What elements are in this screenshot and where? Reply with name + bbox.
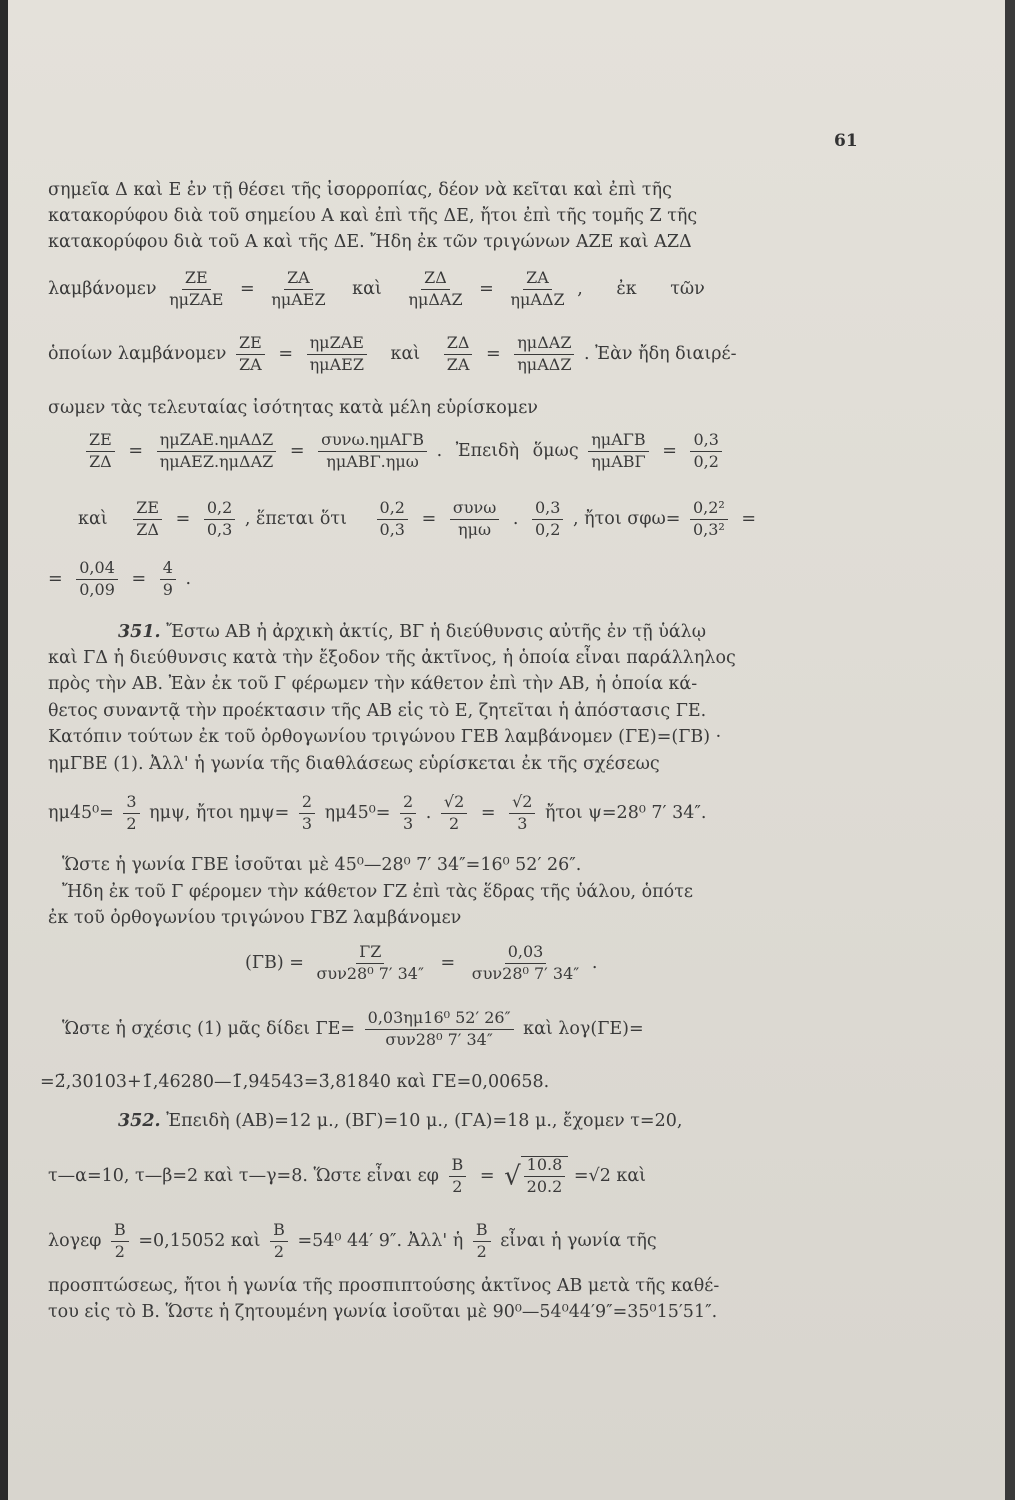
sqrt-radicand: $\frac{10.8}{20.2}$ bbox=[521, 1156, 569, 1196]
equation-text: καὶ λογ(ΓΕ)= bbox=[523, 1018, 644, 1039]
fraction: $\frac{\text{ημΑΓΒ}}{\text{ημΑΒΓ}}$ bbox=[588, 432, 648, 471]
fraction: $\frac{\Gamma Z}{\text{συν28⁰ 7′ 34″}}$ bbox=[316, 942, 424, 983]
fraction: $\frac{0,03}{\text{συν28⁰ 7′ 34″}}$ bbox=[471, 942, 580, 983]
text-line: καὶ ΓΔ ἡ διεύθυνσις κατὰ τὴν ἔξοδον τῆς ἀκτῖνος, ἡ ὁποία εἶναι παράλληλος bbox=[48, 648, 736, 668]
equation-text: =54⁰ 44′ 9″. Ἀλλ' ἡ bbox=[297, 1230, 464, 1251]
equation-text: =0,15052 καὶ bbox=[138, 1230, 261, 1251]
page-right-edge bbox=[1005, 0, 1015, 1500]
fraction: $\frac{ZE}{Z\Delta}$ bbox=[86, 432, 115, 471]
fraction: $\frac{0,3}{0,2}$ bbox=[690, 432, 721, 471]
equation-line: τ—α=10, τ—β=2 καὶ τ—γ=8. Ὥστε εἶναι εφ $\frac{B}{2}$ = √ $\frac{10.8}{20.2}$ =√2 καὶ bbox=[48, 1155, 647, 1196]
equation-line: καὶ $\frac{ZE}{Z\Delta}$ = $\frac{0,2}{0,3}$ , ἕπεται ὅτι $\frac{0,2}{0,3}$ = $\frac{\text{συνω}}{\text{ημω}}$ . $\frac{0,3}{0,2}$ , ἤτοι σφω= $\frac{\text{0,2²}}{\text{0,3²}}$ = bbox=[78, 498, 757, 539]
sqrt-symbol: √ bbox=[504, 1161, 521, 1192]
equation-text: τ—α=10, τ—β=2 καὶ τ—γ=8. Ὥστε εἶναι εφ bbox=[48, 1165, 439, 1186]
fraction: $\frac{ZE}{\text{ημΖΑΕ}}$ bbox=[169, 268, 224, 309]
equation-line: $\frac{ZE}{Z\Delta}$ = $\frac{\text{ημΖΑΕ.ημΑΔΖ}}{\text{ημΑΕΖ.ημΔΑΖ}}$ = $\frac{\text{συνω.ημΑΓΒ}}{\text{ημΑΒΓ.ημω}}$ . Ἐπειδὴ ὅμως $\frac{\text{ημΑΓΒ}}{\text{ημΑΒΓ}}$ = $\frac{0,3}{0,2}$ bbox=[82, 432, 726, 471]
text-line: σημεῖα Δ καὶ Ε ἐν τῇ θέσει τῆς ἰσορροπίας, δέον νὰ κεῖται καὶ ἐπὶ τῆς bbox=[48, 180, 672, 200]
fraction: $\frac{Z\Delta}{ZA}$ bbox=[444, 335, 473, 374]
text-line: Ὥστε ἡ γωνία ΓΒΕ ἰσοῦται μὲ 45⁰—28⁰ 7′ 34″=16⁰ 52′ 26″. bbox=[62, 855, 582, 875]
equation-text: , ἕπεται ὅτι bbox=[244, 508, 347, 529]
equation-text: καὶ bbox=[352, 278, 382, 299]
equation-text: Ὥστε ἡ σχέσις (1) μᾶς δίδει ΓΕ= bbox=[62, 1018, 356, 1039]
fraction: $\frac{B}{2}$ bbox=[111, 1222, 129, 1261]
equation-text: ἤτοι ψ=28⁰ 7′ 34″. bbox=[545, 802, 707, 823]
fraction: $\frac{Z\Delta}{\text{ημΔΑΖ}}$ bbox=[408, 268, 463, 309]
equation-text: , ἤτοι σφω= bbox=[573, 508, 681, 529]
fraction: $\frac{B}{2}$ bbox=[473, 1222, 491, 1261]
text-line: πρὸς τὴν ΑΒ. Ἐὰν ἐκ τοῦ Γ φέρωμεν τὴν κάθετον ἐπὶ τὴν ΑΒ, ἡ ὁποία κά- bbox=[48, 674, 698, 694]
section-number: 351. bbox=[118, 622, 161, 642]
equation-text: . bbox=[591, 952, 598, 973]
fraction: $\frac{2}{3}$ bbox=[400, 794, 416, 833]
text-line: ἐκ τοῦ ὀρθογωνίου τριγώνου ΓΒΖ λαμβάνομεν bbox=[48, 908, 462, 928]
fraction: $\frac{0,3}{0,2}$ bbox=[532, 500, 563, 539]
fraction: $\frac{B}{2}$ bbox=[449, 1157, 467, 1196]
fraction: $\frac{\text{ημΖΑΕ}}{\text{ημΑΕΖ}}$ bbox=[307, 335, 367, 374]
fraction: $\frac{4}{9}$ bbox=[160, 560, 176, 599]
text-line: σωμεν τὰς τελευταίας ἰσότητας κατὰ μέλη εὑρίσκομεν bbox=[48, 398, 538, 418]
equation-text: (ΓΒ) = bbox=[245, 952, 304, 973]
fraction: $\frac{\text{0,2²}}{\text{0,3²}}$ bbox=[690, 500, 728, 539]
equation-line: ημ45⁰= $\frac{3}{2}$ ημψ, ἤτοι ημψ= $\frac{2}{3}$ ημ45⁰= $\frac{2}{3}$ . $\frac{√2}{2}$ = $\frac{√2}{3}$ ἤτοι ψ=28⁰ 7′ 34″. bbox=[48, 792, 707, 833]
text-line: κατακορύφου διὰ τοῦ σημείου Α καὶ ἐπὶ τῆς ΔΕ, ἤτοι ἐπὶ τῆς τομῆς Ζ τῆς bbox=[48, 206, 698, 226]
equation-line bbox=[62, 1010, 644, 1049]
equation-line: = $\frac{0,04}{0,09}$ = $\frac{4}{9}$ . bbox=[48, 558, 192, 599]
fraction: $\frac{0,04}{0,09}$ bbox=[76, 560, 118, 599]
text-line: Κατόπιν τούτων ἐκ τοῦ ὀρθογωνίου τριγώνου ΓΕΒ λαμβάνομεν (ΓΕ)=(ΓΒ) · bbox=[48, 727, 722, 747]
equation-text: =√2 καὶ bbox=[573, 1165, 647, 1186]
equation-line: ὁποίων λαμβάνομεν $\frac{ZE}{ZA}$ = $\frac{\text{ημΖΑΕ}}{\text{ημΑΕΖ}}$ καὶ $\frac{Z\Delta}{ZA}$ = $\frac{\text{ημΔΑΖ}}{\text{ημΑΔΖ}}$ . Ἐὰν ἤδη διαιρέ- bbox=[48, 333, 737, 374]
text-line bbox=[118, 1113, 682, 1131]
text-line: προσπτώσεως, ἤτοι ἡ γωνία τῆς προσπιπτούσης ἀκτῖνος ΑΒ μετὰ τῆς καθέ- bbox=[48, 1276, 720, 1296]
equation-line bbox=[48, 1222, 657, 1261]
fraction: $\frac{ZA}{\text{ημΑΕΖ}}$ bbox=[271, 268, 326, 309]
equation-text: ημ45⁰= bbox=[48, 802, 114, 823]
fraction: $\frac{\text{0,03ημ16⁰ 52′ 26″}}{\text{συν28⁰ 7′ 34″}}$ bbox=[365, 1010, 514, 1049]
text-line-content: Ἔστω ΑΒ ἡ ἀρχικὴ ἀκτίς, ΒΓ ἡ διεύθυνσις αὐτῆς ἐν τῇ ὑάλῳ bbox=[166, 622, 707, 642]
fraction: $\frac{\text{ημΔΑΖ}}{\text{ημΑΔΖ}}$ bbox=[514, 335, 574, 374]
equation-text: ημ45⁰= bbox=[324, 802, 391, 823]
text-line bbox=[118, 624, 706, 642]
fraction: $\frac{3}{2}$ bbox=[123, 794, 139, 833]
fraction: $\frac{\text{συνω}}{\text{ημω}}$ bbox=[450, 500, 499, 539]
fraction: $\frac{2}{3}$ bbox=[299, 794, 315, 833]
page-number: 61 bbox=[834, 131, 858, 151]
equation-text: καὶ bbox=[78, 508, 108, 529]
fraction: $\frac{ZE}{Z\Delta}$ bbox=[133, 500, 162, 539]
fraction: $\frac{0,2}{0,3}$ bbox=[204, 500, 235, 539]
text-line: θετος συναντᾷ τὴν προέκτασιν τῆς ΑΒ εἰς τὸ Ε, ζητεῖται ἡ ἀπόστασις ΓΕ. bbox=[48, 701, 707, 721]
fraction: $\frac{ZA}{\text{ημΑΔΖ}}$ bbox=[510, 268, 565, 309]
equation-text: . bbox=[425, 802, 432, 823]
equation-line: (ΓΒ) = $\frac{\Gamma Z}{\text{συν28⁰ 7′ 34″}}$ = $\frac{0,03}{\text{συν28⁰ 7′ 34″}}$ . bbox=[245, 942, 598, 983]
fraction: $\frac{ZE}{ZA}$ bbox=[236, 335, 265, 374]
section-number: 352. bbox=[118, 1111, 161, 1131]
text-line-content: Ἐπειδὴ (ΑΒ)=12 μ., (ΒΓ)=10 μ., (ΓΑ)=18 μ., ἔχομεν τ=20, bbox=[166, 1111, 683, 1131]
equation-text: ὁποίων λαμβάνομεν bbox=[48, 343, 227, 364]
text-line: =2̄,30103+1̄,46280—1̄,94543=3̄,81840 καὶ ΓΕ=0,00658. bbox=[40, 1072, 550, 1092]
text-line: Ἤδη ἐκ τοῦ Γ φέρομεν τὴν κάθετον ΓΖ ἐπὶ τὰς ἕδρας τῆς ὑάλου, ὁπότε bbox=[62, 882, 693, 902]
equation-text: λογεφ bbox=[48, 1230, 102, 1251]
equation-text: , ἐκ τῶν bbox=[577, 278, 705, 299]
fraction: $\frac{\text{ημΖΑΕ.ημΑΔΖ}}{\text{ημΑΕΖ.ημΔΑΖ}}$ bbox=[157, 432, 277, 471]
equation-text: εἶναι ἡ γωνία τῆς bbox=[500, 1230, 657, 1251]
fraction: $\frac{√2}{2}$ bbox=[441, 794, 467, 833]
equation-line: λαμβάνομεν $\frac{ZE}{\text{ημΖΑΕ}}$ = $\frac{ZA}{\text{ημΑΕΖ}}$ καὶ $\frac{Z\Delta}{\text{ημΔΑΖ}}$ = $\frac{ZA}{\text{ημΑΔΖ}}$ , ἐκ τῶν bbox=[48, 268, 705, 309]
equation-text: καὶ bbox=[390, 343, 421, 364]
page-left-edge bbox=[0, 0, 8, 1500]
text-line: κατακορύφου διὰ τοῦ Α καὶ τῆς ΔΕ. Ἤδη ἐκ τῶν τριγώνων ΑΖΕ καὶ ΑΖΔ bbox=[48, 232, 692, 252]
fraction: $\frac{\text{συνω.ημΑΓΒ}}{\text{ημΑΒΓ.ημω}}$ bbox=[318, 432, 427, 471]
text-line: ημΓΒΕ (1). Ἀλλ' ἡ γωνία τῆς διαθλάσεως εὑρίσκεται ἐκ τῆς σχέσεως bbox=[48, 754, 660, 774]
fraction: $\frac{√2}{3}$ bbox=[509, 794, 535, 833]
equation-text: . Ἐὰν ἤδη διαιρέ- bbox=[584, 343, 737, 364]
equation-text: ημψ, ἤτοι ημψ= bbox=[149, 802, 290, 823]
fraction: $\frac{0,2}{0,3}$ bbox=[377, 500, 408, 539]
equation-text: . Ἐπειδὴ ὅμως bbox=[436, 440, 579, 461]
text-line: του εἰς τὸ Β. Ὥστε ἡ ζητουμένη γωνία ἰσοῦται μὲ 90⁰—54⁰44′9″=35⁰15′51″. bbox=[48, 1302, 718, 1322]
fraction: $\frac{B}{2}$ bbox=[270, 1222, 288, 1261]
equation-text: λαμβάνομεν bbox=[48, 278, 157, 299]
